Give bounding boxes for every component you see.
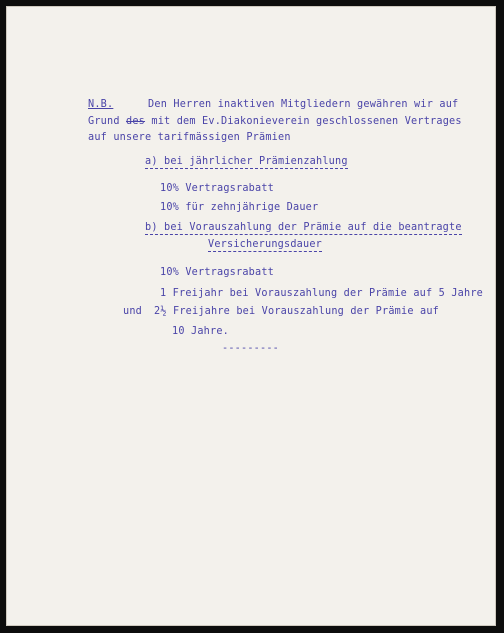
section-a-heading: a) bei jährlicher Prämienzahlung	[145, 156, 348, 167]
section-a-item-1: 10% Vertragsrabatt	[160, 183, 275, 194]
intro-line-3: auf unsere tarifmässigen Prämien	[88, 132, 291, 143]
section-b-item-4: 10 Jahre.	[172, 326, 230, 337]
section-a-item-2: 10% für zehnjährige Dauer	[160, 202, 319, 213]
closing-rule: ---------	[222, 343, 280, 354]
nb-line	[88, 98, 458, 112]
section-b-heading-line-1: b) bei Vorauszahlung der Prämie auf die beantragte	[145, 222, 462, 233]
section-b-item-2: 1 Freijahr bei Vorauszahlung der Prämie auf 5 Jahre	[160, 288, 484, 299]
document-page	[6, 6, 496, 626]
intro-line-2: Grund des mit dem Ev.Diakonieverein geschlossenen Vertrages	[88, 116, 462, 127]
section-b-item-1: 10% Vertragsrabatt	[160, 267, 275, 278]
nb-label: N.B.	[88, 99, 114, 110]
struck-word: des	[126, 116, 146, 127]
section-b-item-3: und 2½ Freijahre bei Vorauszahlung der Prämie auf	[123, 306, 440, 317]
section-b-heading-line-2: Versicherungsdauer	[208, 239, 323, 250]
intro-line-1: Den Herren inaktiven Mitgliedern gewähren wir auf	[148, 99, 459, 110]
